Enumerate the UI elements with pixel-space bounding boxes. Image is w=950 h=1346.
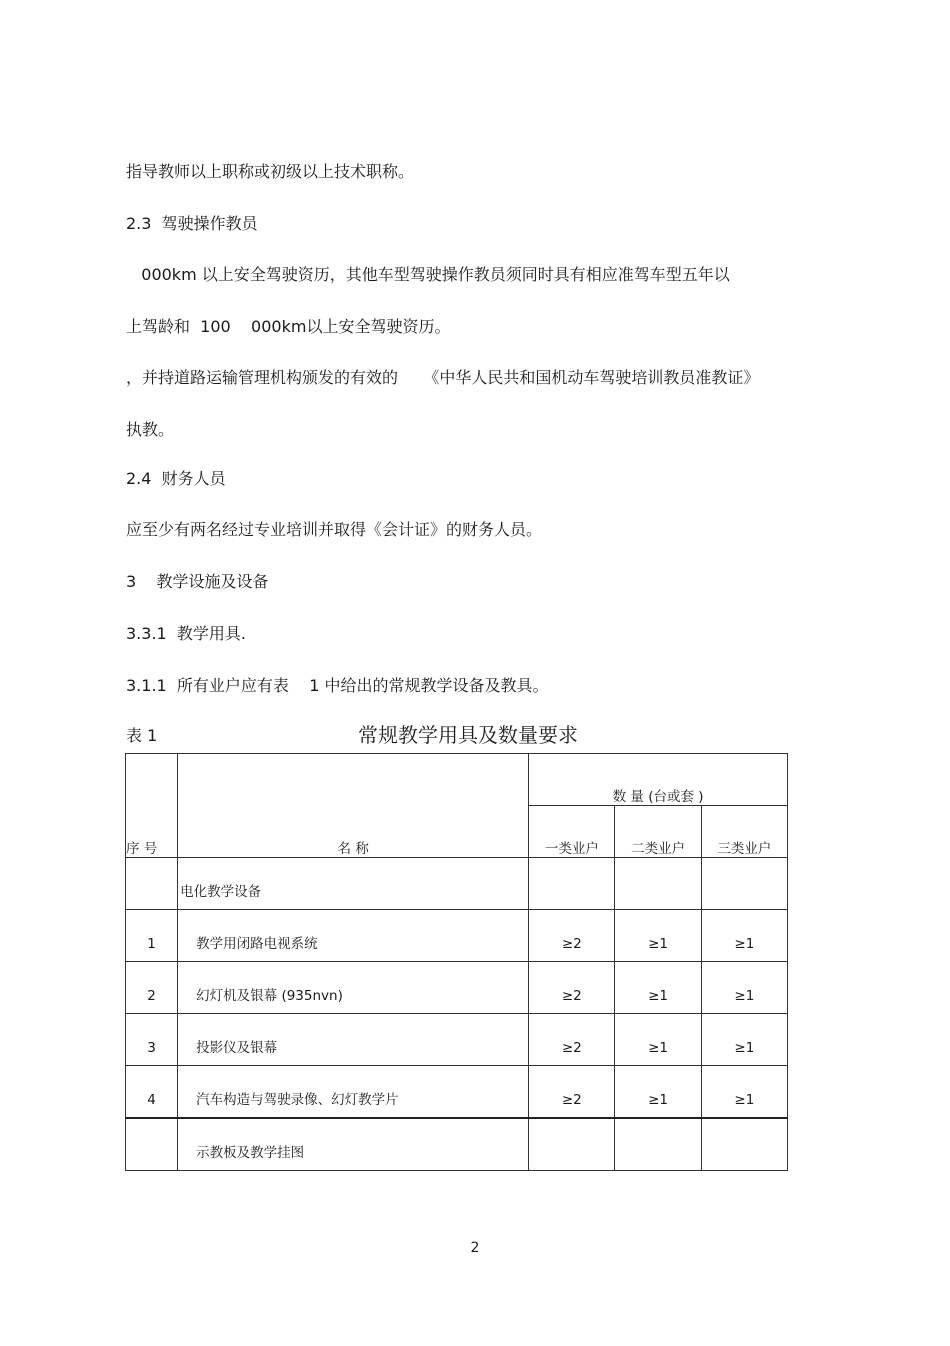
cell-class2: ≥1	[615, 1014, 701, 1066]
table-row	[126, 1066, 788, 1119]
cell-class1: ≥2	[529, 1014, 615, 1066]
section-heading-3-3-1: 3.3.1 教学用具.	[126, 624, 246, 643]
section-heading-3: 3 教学设施及设备	[126, 572, 269, 591]
table-row	[126, 1118, 788, 1171]
cell-seq: 3	[126, 1014, 178, 1066]
cell-seq	[126, 1118, 178, 1171]
page-number: 2	[470, 1240, 480, 1256]
cell-class1: ≥2	[529, 910, 615, 962]
cell-name: 幻灯机及银幕 (935nvn)	[178, 962, 529, 1014]
cell-class2	[615, 858, 701, 910]
cell-class2	[615, 1118, 701, 1171]
cell-seq: 2	[126, 962, 178, 1014]
header-class3: 三类业户	[701, 806, 787, 858]
table-row	[126, 1014, 788, 1066]
cell-seq	[126, 858, 178, 910]
table-row	[126, 910, 788, 962]
cell-class3: ≥1	[701, 1066, 787, 1119]
paragraph-driving-experience: 000km 以上安全驾驶资历，其他车型驾驶操作教员须同时具有相应准驾车型五年以	[126, 265, 730, 284]
cell-seq: 4	[126, 1066, 178, 1119]
cell-class3: ≥1	[701, 1014, 787, 1066]
cell-name: 汽车构造与驾驶录像、幻灯教学片	[178, 1066, 529, 1119]
section-heading-2-3: 2.3 驾驶操作教员	[126, 214, 258, 233]
table-title: 常规教学用具及数量要求	[358, 723, 578, 747]
cell-class2: ≥1	[615, 962, 701, 1014]
cell-name: 电化教学设备	[178, 858, 529, 910]
cell-class3: ≥1	[701, 910, 787, 962]
paragraph-instructor-title: 指导教师以上职称或初级以上技术职称。	[126, 162, 415, 181]
paragraph-driving-experience-cont: 上驾龄和 100 000km以上安全驾驶资历。	[126, 317, 451, 336]
cell-class3	[701, 858, 787, 910]
cell-name: 投影仪及银幕	[178, 1014, 529, 1066]
cell-name: 教学用闭路电视系统	[178, 910, 529, 962]
header-name: 名 称	[178, 754, 529, 858]
section-heading-2-4: 2.4 财务人员	[126, 469, 226, 488]
paragraph-finance-staff: 应至少有两名经过专业培训并取得《会计证》的财务人员。	[126, 520, 543, 539]
header-seq: 序 号	[126, 754, 178, 858]
paragraph-table-reference: 3.1.1 所有业户应有表 1 中给出的常规教学设备及教具。	[126, 676, 549, 695]
equipment-table	[125, 753, 788, 1171]
cell-class2: ≥1	[615, 910, 701, 962]
paragraph-teaching: 执教。	[126, 420, 175, 439]
table-header-row	[126, 754, 788, 806]
cell-name: 示教板及教学挂图	[178, 1118, 529, 1171]
cell-class3: ≥1	[701, 962, 787, 1014]
header-quantity: 数 量 (台或套 )	[529, 754, 788, 806]
cell-class3	[701, 1118, 787, 1171]
header-class2: 二类业户	[615, 806, 701, 858]
cell-class1: ≥2	[529, 962, 615, 1014]
cell-class1	[529, 1118, 615, 1171]
cell-class1: ≥2	[529, 1066, 615, 1119]
header-class1: 一类业户	[529, 806, 615, 858]
table-row	[126, 962, 788, 1014]
cell-class2: ≥1	[615, 1066, 701, 1119]
table-row	[126, 858, 788, 910]
cell-class1	[529, 858, 615, 910]
table-label: 表 1	[126, 726, 158, 745]
paragraph-certificate: ，并持道路运输管理机构颁发的有效的 《中华人民共和国机动车驾驶培训教员准教证》	[126, 368, 760, 387]
cell-seq: 1	[126, 910, 178, 962]
